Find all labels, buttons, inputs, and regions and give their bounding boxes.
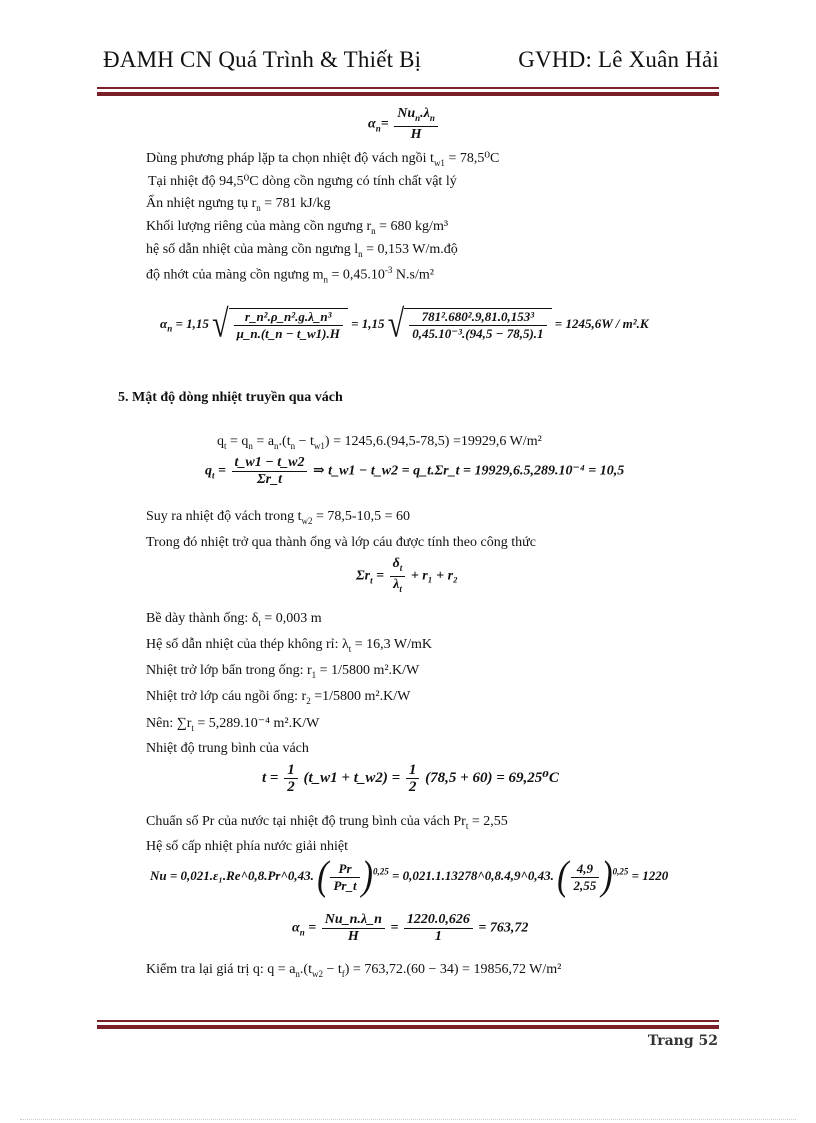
eq-qt: $q_t$ = $\frac{t\_w1 - t\_w2}{\Sigma r\_t}$ ⇒ t_w1 − t_w2 = q_t.Σr_t = 19929,6.5,289.10⁻⁴ = 10,5	[205, 455, 625, 487]
text-line: Hệ số cấp nhiệt phía nước giải nhiệt	[146, 839, 348, 854]
text-line: Kiểm tra lại giá trị q: $q = a_n.(t_{w2} - t_f) = 763,72.(60 - 34) = 19856,72$ W/m²	[146, 962, 562, 979]
eq-q: $q_t = q_n = a_n.(t_n - t_{w1}) = 1245,6.(94,5-78,5) =19929,6$ W/m²	[217, 434, 542, 451]
text-line: Khối lượng riêng của màng cồn ngưng $r_n = 680$ kg/m³	[146, 219, 449, 236]
section-title: 5. Mật độ dòng nhiệt truyền qua vách	[118, 390, 343, 405]
text-line: Nhiệt độ trung bình của vách	[146, 741, 309, 756]
eq-sum-r: $\Sigma r_t$ = $\frac{\delta_t}{\lambda_t}$ + r₁ + r₂	[356, 556, 458, 594]
eq-alpha-big: $\alpha_n = 1,15$ √ $\frac{\text{r\_n².ρ\_n².g.λ\_n³}}{\mu\_n.(t\_n - t\_w1).H}$ = 1,15 √ $\frac{\text{781².680².9,81.0,153³}}{\text{0,45.10⁻³.(94,5 − 78,5).1}}$ = 1245,6W / m².K	[160, 302, 649, 346]
header-rule-thick	[97, 92, 719, 96]
text-line: Chuẩn số Pr của nước tại nhiệt độ trung bình của vách $Pr_t = 2,55$	[146, 814, 508, 831]
page-number: Trang 52	[647, 1033, 718, 1049]
text-line: Tại nhiệt độ 94,5⁰C dòng cồn ngưng có tính chất vật lý	[148, 174, 457, 189]
header-rule	[97, 87, 719, 89]
page-edge	[20, 1119, 796, 1120]
eq-alpha-top: $\alpha_n=$ $\frac{Nu_n.\lambda_n}{H}$	[368, 106, 440, 143]
text-line: Ẩn nhiệt ngưng tụ $r_n = 781$ kJ/kg	[146, 196, 331, 213]
text-line: Bề dày thành ống: $\delta_t = 0,003$ m	[146, 611, 322, 628]
header-left: ĐAMH CN Quá Trình & Thiết Bị	[103, 47, 422, 72]
text-line: Nên: $\sum r_t = 5,289.10^{-4}$ m².K/W	[146, 716, 320, 733]
text-line: độ nhớt của màng cồn ngưng $m_n = 0,45.10^{-3}$ N.s/m²	[146, 265, 434, 285]
text-line: Hệ số dẫn nhiệt của thép không rỉ: $\lambda_t = 16,3$ W/mK	[146, 637, 433, 654]
text-line: Nhiệt trở lớp cáu ngồi ống: $r_2 =1/5800$ m².K/W	[146, 689, 411, 706]
text-line: hệ số dẫn nhiệt của màng cồn ngưng $l_n = 0,153$ W/m.độ	[146, 242, 458, 259]
text-line: Trong đó nhiệt trở qua thành ống và lớp cáu được tính theo công thức	[146, 535, 536, 550]
text-line: Nhiệt trở lớp bẩn trong ống: $r_1 = 1/5800$ m².K/W	[146, 663, 420, 680]
footer-rule	[97, 1020, 719, 1022]
footer-rule-thick	[97, 1025, 719, 1029]
header-right: GVHD: Lê Xuân Hải	[518, 47, 719, 72]
eq-alpha-n: $\alpha_n$ = $\frac{Nu\_n.\lambda\_n}{H}$ = $\frac{1220.0,626}{1}$ = 763,72	[292, 912, 529, 944]
eq-t-avg: t = $\frac{1}{2}$ (t_w1 + t_w2) = $\frac{1}{2}$ (78,5 + 60) = 69,25⁰C	[262, 762, 559, 795]
text-line: Dùng phương pháp lặp ta chọn nhiệt độ vách ngồi $t_{w1} = 78,5^0C$	[146, 151, 500, 168]
eq-nu: Nu = 0,021.ε₁.Re^0,8.Pr^0,43. ( $\frac{Pr}{Pr\_t}$ )$^{0,25}$ = 0,021.1.13278^0,8.4,9^0,43. ( $\frac{4,9}{2,55}$ )$^{0,25}$ = 1220	[150, 854, 669, 899]
text-line: Suy ra nhiệt độ vách trong $t_{w2} = 78,5-10,5 = 60$	[146, 509, 410, 526]
